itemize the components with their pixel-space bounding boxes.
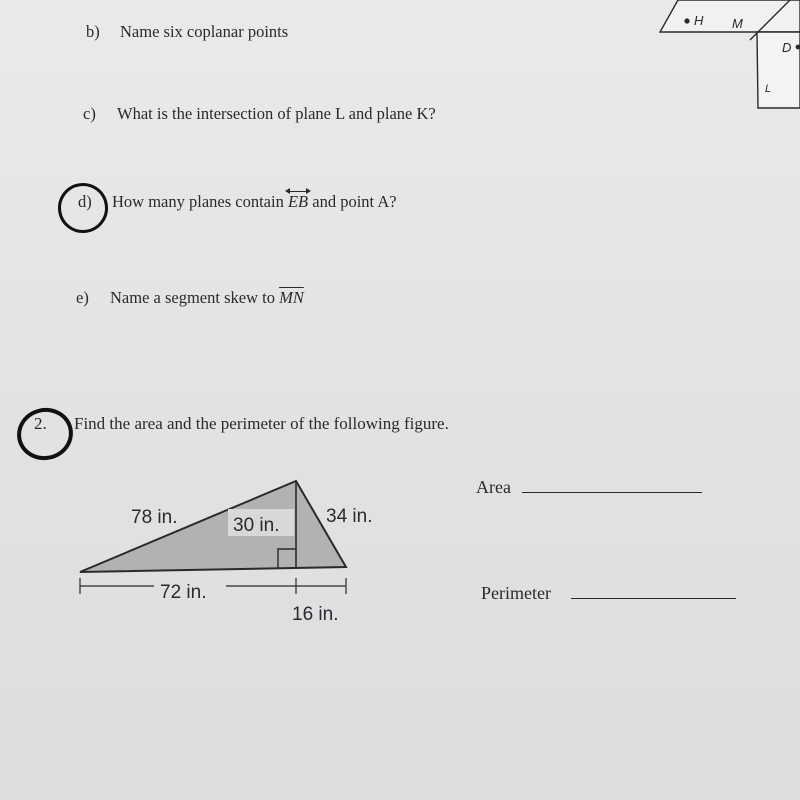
question-d-letter: d) — [78, 192, 92, 211]
area-answer-line[interactable] — [522, 492, 702, 493]
question-d-text-after: and point A? — [308, 192, 397, 211]
problem-2-number: 2. — [34, 414, 47, 433]
perimeter-answer-line[interactable] — [571, 598, 736, 599]
left-side-label: 78 in. — [131, 507, 178, 528]
point-m-label: M — [732, 16, 743, 31]
plane-l-label: L — [765, 83, 772, 95]
area-label: Area — [476, 477, 511, 497]
triangle-shape — [80, 481, 346, 572]
base-left-label: 72 in. — [160, 582, 207, 603]
question-e-text: Name a segment skew to — [110, 288, 280, 307]
base-right-label: 16 in. — [292, 604, 339, 625]
height-label: 30 in. — [233, 515, 280, 536]
problem-2-text: Find the area and the perimeter of the following figure. — [74, 414, 449, 433]
segment-mn-label: $\overline{MN}$ — [279, 288, 304, 307]
ray-eb-label: EB — [288, 192, 308, 212]
question-b-letter: b) — [86, 22, 100, 41]
question-e-letter: e) — [76, 288, 89, 307]
point-h-label: H — [694, 13, 704, 28]
right-side-label: 34 in. — [326, 506, 373, 527]
point-d-label: D — [782, 40, 792, 55]
perimeter-label: Perimeter — [481, 583, 551, 603]
question-d-text-before: How many planes contain — [112, 192, 288, 211]
question-c-letter: c) — [83, 104, 96, 123]
question-c-text: What is the intersection of plane L and plane K? — [117, 104, 436, 123]
question-b-text: Name six coplanar points — [120, 22, 289, 41]
